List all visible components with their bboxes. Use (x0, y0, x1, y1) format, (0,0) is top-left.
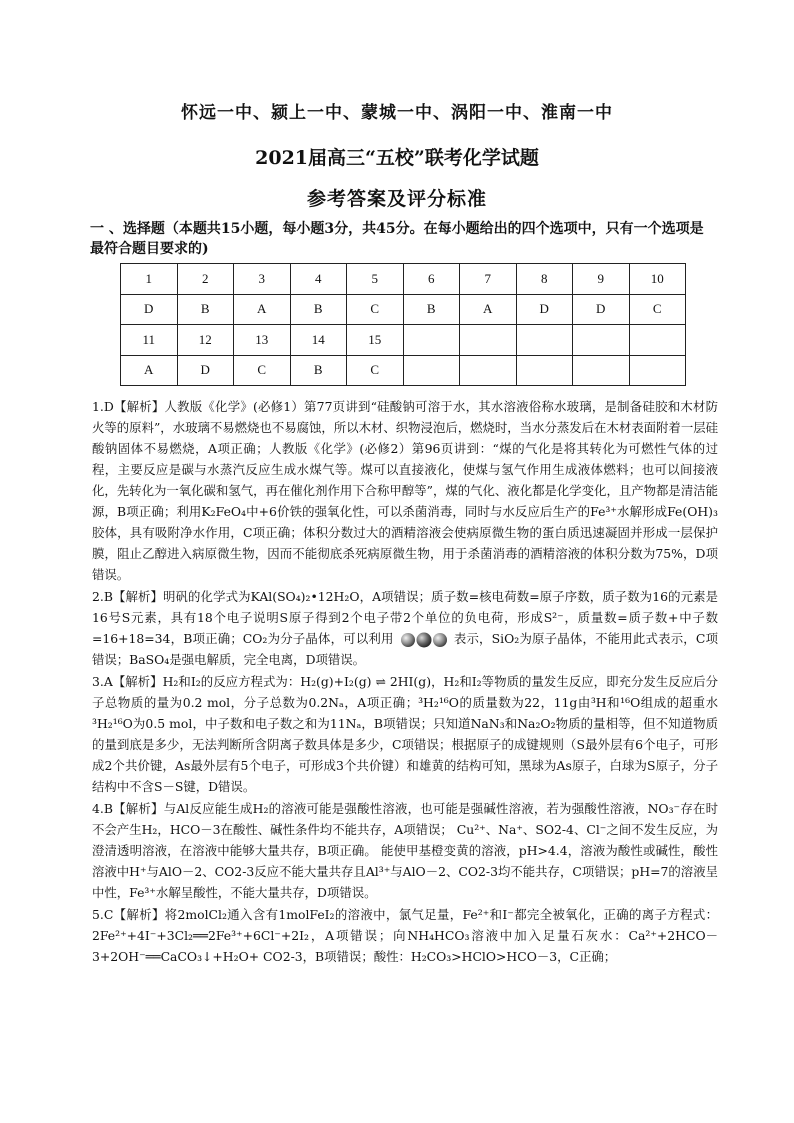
explanation-q4: 4.B【解析】与Al反应能生成H₂的溶液可能是强酸性溶液，也可能是强碱性溶液，若为强酸性溶液，NO₃⁻存在时不会产生H₂，HCO－3在酸性、碱性条件均不能共存，A项错误； Cu²⁺、Na⁺、SO2-4、Cl⁻之间不发生反应，为澄清透明溶液，在溶液中能够大量共存，B项正确。 能使甲基橙变黄的溶液，pH>4.4，溶液为酸性或碱性，酸性溶液中H⁺与AlO－2、CO2-3反应不能大量共存且Al³⁺与AlO－2、CO2-3均不能共存，C项错误；pH=7的溶液呈中性，Fe³⁺水解呈酸性，不能大量共存，D项错误。 (92, 801, 718, 900)
table-cell: B (290, 294, 347, 325)
table-cell: D (573, 294, 630, 325)
table-row (121, 355, 686, 386)
table-cell (573, 325, 630, 356)
table-cell: A (234, 294, 291, 325)
table-cell: 12 (177, 325, 234, 356)
explanation-q1: 1.D【解析】人教版《化学》(必修1）第77页讲到“硅酸钠可溶于水，其水溶液俗称水玻璃，是制备硅胶和木材防火等的原料”，水玻璃不易燃烧也不易腐蚀，所以木材、织物浸泡后，燃烧时，当水分蒸发后在木材表面附着一层硅酸钠固体不易燃烧，A项正确；人教版《化学》(必修2）第96页讲到：“煤的气化是将其转化为可燃性气体的过程，主要反应是碳与水蒸汽反应生成水煤气等。煤可以直接液化，使煤与氢气作用生成液体燃料；也可以间接液化，先转化为一氧化碳和氢气，再在催化剂作用下合称甲醇等”，煤的气化、液化都是化学变化，且产物都是清洁能源，B项正确；利用K₂FeO₄中+6价铁的强氧化性，可以杀菌消毒，同时与水反应后生产的Fe³⁺水解形成Fe(OH)₃胶体，具有吸附净水作用，C项正确；体积分数过大的酒精溶液会使病原微生物的蛋白质迅速凝固并形成一层保护膜，阻止乙醇进入病原微生物，因而不能彻底杀死病原微生物，用于杀菌消毒的酒精溶液的体积分数为75%，D项错误。 (92, 399, 718, 582)
table-cell: 14 (290, 325, 347, 356)
table-cell: C (234, 355, 291, 386)
explanation-q3: 3.A【解析】H₂和I₂的反应方程式为：H₂(g)+I₂(g) ⇌ 2HI(g)，H₂和I₂等物质的量发生反应，即充分发生反应后分子总物质的量为0.2 mol，分子总数为0.2Nₐ，A项正确；³H₂¹⁶O的质量数为22，11g由³H和¹⁶O组成的超重水³H₂¹⁶O为0.5 mol，中子数和电子数之和为11Nₐ，B项错误；只知道NaN₃和Na₂O₂物质的量相等，但不知道物质的量到底是多少，无法判断所含阴离子数具体是多少，C项错误；根据原子的成键规则（S最外层有6个电子，可形成2个共价键，As最外层有5个电子，可形成3个共价键）和雄黄的结构可知，黑球为As原子，白球为S原子，分子结构中不含S－S键，D错误。 (92, 674, 718, 794)
explanation-q2 (92, 586, 718, 670)
table-cell (403, 325, 460, 356)
explanation-q2-part1: 2.B【解析】明矾的化学式为KAl(SO₄)₂•12H₂O，A项错误；质子数=核电荷数=原子序数，质子数为16的元素是16号S元素，具有18个电子说明S原子得到2个电子带2个单位的负电荷，形成S²⁻，质量数=质子数+中子数=16+18=34，B项正确；CO₂为分子晶体，可以利用 (92, 589, 718, 646)
table-cell: 4 (290, 264, 347, 295)
school-list: 怀远一中、颍上一中、蒙城一中、涡阳一中、淮南一中 (181, 103, 613, 123)
table-cell: C (629, 294, 686, 325)
answer-table (120, 263, 686, 386)
table-cell (516, 355, 573, 386)
table-row (121, 325, 686, 356)
table-cell: B (177, 294, 234, 325)
table-cell: 6 (403, 264, 460, 295)
table-cell: B (290, 355, 347, 386)
table-cell: 7 (460, 264, 517, 295)
table-cell: 9 (573, 264, 630, 295)
table-cell: 11 (121, 325, 178, 356)
page-subtitle: 参考答案及评分标准 (306, 188, 487, 210)
table-cell: 13 (234, 325, 291, 356)
table-cell: 3 (234, 264, 291, 295)
table-cell: 15 (347, 325, 404, 356)
explanation-q5: 5.C【解析】将2molCl₂通入含有1molFeI₂的溶液中，氯气足量，Fe²⁺和I⁻都完全被氧化，正确的离子方程式：2Fe²⁺+4I⁻+3Cl₂══2Fe³⁺+6Cl⁻+2I₂，A项错误；向NH₄HCO₃溶液中加入足量石灰水：Ca²⁺+2HCO－3+2OH⁻══CaCO₃↓+H₂O+ CO2-3，B项错误；酸性：H₂CO₃>HClO>HCO－3，C正确； (92, 907, 718, 964)
table-cell: 1 (121, 264, 178, 295)
exam-title: 2021届高三“五校”联考化学试题 (255, 147, 539, 169)
table-cell (460, 325, 517, 356)
table-cell (573, 355, 630, 386)
table-cell: B (403, 294, 460, 325)
table-row (121, 264, 686, 295)
section-heading: 一 、选择题（本题共15小题，每小题3分，共45分。在每小题给出的四个选项中，只有一个选项是最符合题目要求的) (90, 221, 704, 257)
explanation-q2-part2: 表示，SiO₂为原子晶体，不能用此式表示，C项错误；BaSO₄是强电解质，完全电离，D项错误。 (92, 631, 718, 667)
table-cell: 5 (347, 264, 404, 295)
table-cell: 10 (629, 264, 686, 295)
table-cell: D (121, 294, 178, 325)
table-row (121, 294, 686, 325)
table-cell: C (347, 294, 404, 325)
table-cell (516, 325, 573, 356)
table-cell (460, 355, 517, 386)
table-cell (629, 355, 686, 386)
explanations (92, 396, 718, 968)
co2-molecule-icon (398, 632, 450, 648)
table-cell: 8 (516, 264, 573, 295)
table-cell: D (177, 355, 234, 386)
table-cell (629, 325, 686, 356)
table-cell: 2 (177, 264, 234, 295)
table-cell: D (516, 294, 573, 325)
table-cell: A (121, 355, 178, 386)
table-cell: A (460, 294, 517, 325)
table-cell: C (347, 355, 404, 386)
table-cell (403, 355, 460, 386)
